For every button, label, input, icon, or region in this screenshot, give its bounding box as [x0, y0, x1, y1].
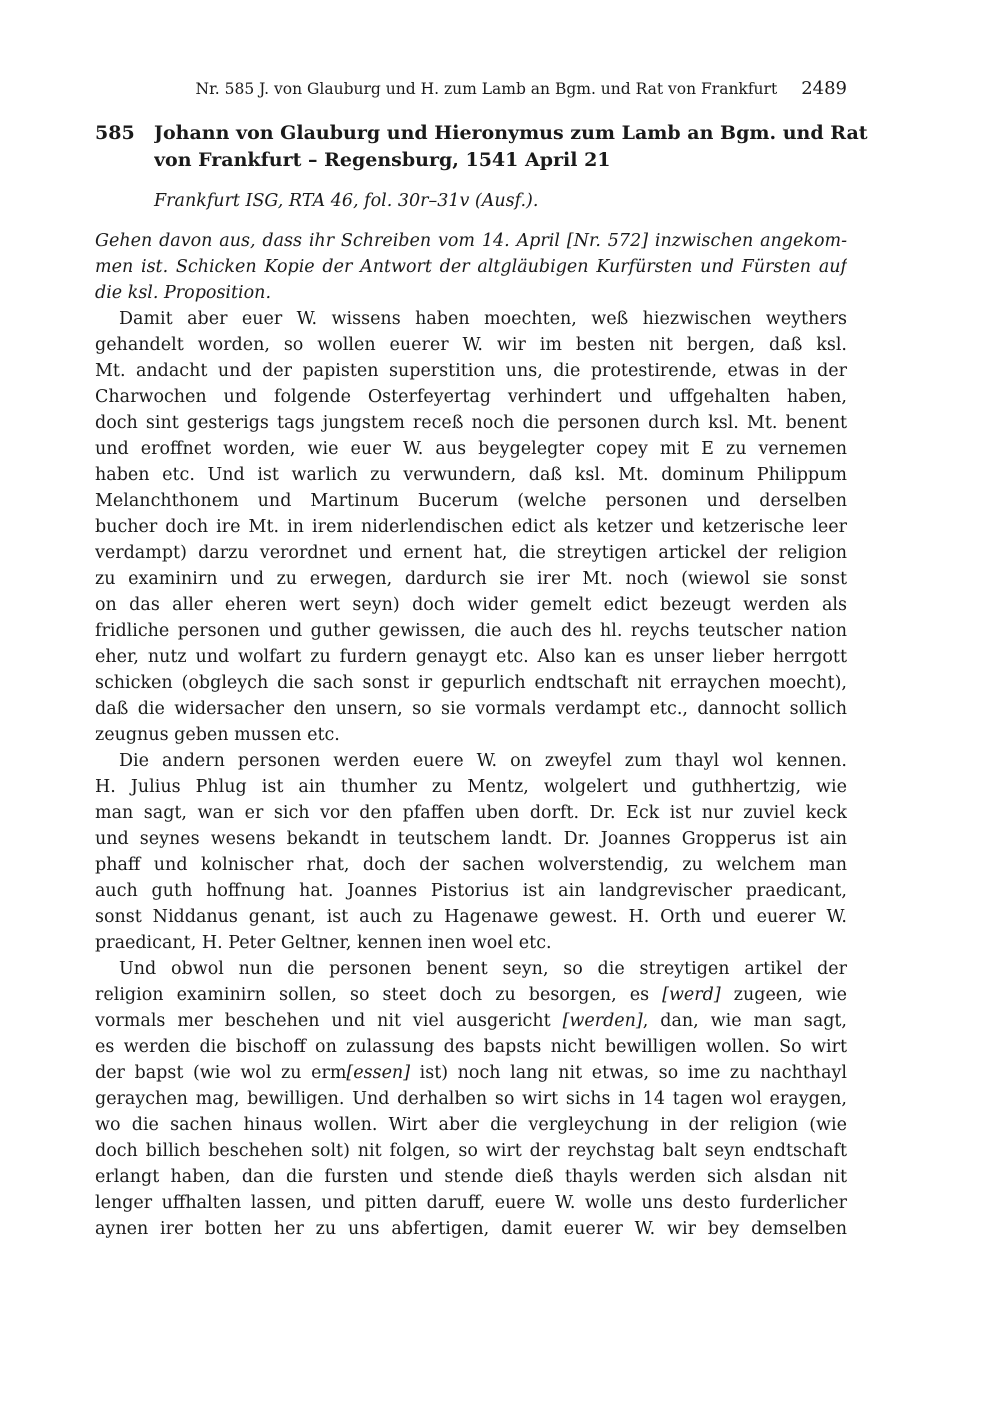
body-line — [95, 696, 847, 722]
text-segment: auch guth hoffnung hat. Joannes Pistorius ist ain landgrevischer praedicant, — [95, 881, 847, 901]
body-line — [95, 774, 847, 800]
letter-body — [95, 306, 847, 1242]
text-segment: daß die widersacher den unsern, so sie vormals verdampt etc., dannocht sollich — [95, 699, 847, 719]
text-segment: aynen irer botten her zu uns abfertigen, damit euerer W. wir bey demselben — [95, 1219, 847, 1239]
body-line — [95, 1086, 847, 1112]
text-segment: Die andern personen werden euere W. on zweyfel zum thayl wol kennen. — [119, 751, 847, 771]
document-title — [154, 120, 868, 174]
body-line — [95, 852, 847, 878]
text-segment: , dan, wie man sagt, — [642, 1011, 847, 1031]
text-segment: Damit aber euer W. wissens haben moechten, weß hiezwischen weythers — [119, 309, 847, 329]
body-line — [95, 514, 847, 540]
body-line — [95, 358, 847, 384]
body-line — [95, 878, 847, 904]
page — [95, 78, 868, 1242]
paragraph — [95, 748, 847, 956]
body-line — [95, 722, 847, 748]
body-line — [95, 462, 847, 488]
text-segment: verdampt) darzu verordnet und ernent hat, die streytigen artickel der religion — [95, 543, 847, 563]
body-line — [95, 1138, 847, 1164]
body-line — [95, 982, 847, 1008]
text-segment: und seynes wesens bekandt in teutschem landt. Dr. Joannes Gropperus ist ain — [95, 829, 847, 849]
text-segment: Und obwol nun die personen benent seyn, so die streytigen artikel der — [119, 959, 847, 979]
document-number: 585 — [95, 122, 135, 144]
body-line — [95, 1112, 847, 1138]
text-segment: religion examinirn sollen, so steet doch zu besorgen, es — [95, 985, 663, 1005]
document-heading — [95, 120, 868, 174]
body-line — [95, 1034, 847, 1060]
text-segment: fridliche personen und guther gewissen, die auch des hl. reychs teutscher nation — [95, 621, 847, 641]
body-line — [95, 904, 847, 930]
archival-source: Frankfurt ISG, RTA 46, fol. 30r–31v (Ausf.). — [154, 191, 539, 211]
document-title-line: von Frankfurt – Regensburg, 1541 April 21 — [154, 149, 611, 171]
text-segment: H. Julius Phlug ist ain thumher zu Mentz, wolgelert und guthhertzig, wie — [95, 777, 847, 797]
text-segment: doch billich beschehen solt) nit folgen, so wirt der reychstag balt seyn endtschaft — [95, 1141, 847, 1161]
body-line — [95, 826, 847, 852]
body-line — [95, 436, 847, 462]
text-segment: erlangt haben, dan die fursten und stende dieß thayls werden sich alsdan nit — [95, 1167, 847, 1187]
body-line — [95, 1060, 847, 1086]
body-line — [95, 956, 847, 982]
text-segment: haben etc. Und ist warlich zu verwundern, daß ksl. Mt. dominum Philippum — [95, 465, 847, 485]
text-segment: praedicant, H. Peter Geltner, kennen inen woel etc. — [95, 933, 552, 953]
paragraph — [95, 306, 847, 748]
body-line — [95, 410, 847, 436]
text-segment: geraychen mag, bewilligen. Und derhalben so wirt sichs in 14 tagen wol eraygen, — [95, 1089, 847, 1109]
body-line — [95, 1190, 847, 1216]
running-head-title: Nr. 585 J. von Glauburg und H. zum Lamb an Bgm. und Rat von Frankfurt — [195, 80, 778, 98]
document-title-line: Johann von Glauburg und Hieronymus zum Lamb an Bgm. und Rat — [154, 122, 868, 144]
body-line — [95, 306, 847, 332]
page-number: 2489 — [801, 78, 847, 99]
body-line — [95, 748, 847, 774]
regest-line: Gehen davon aus, dass ihr Schreiben vom 14. April [Nr. 572] inzwischen angekom- — [95, 231, 847, 251]
text-segment: wo die sachen hinaus wollen. Wirt aber die vergleychung in der religion (wie — [95, 1115, 847, 1135]
text-segment: bucher doch ire Mt. in irem niderlendischen edict als ketzer und ketzerische leer — [95, 517, 847, 537]
body-line — [95, 1216, 847, 1242]
text-segment: ist) noch lang nit etwas, so ime zu nachthayl — [410, 1063, 847, 1083]
body-line — [95, 332, 847, 358]
body-line — [95, 1008, 847, 1034]
body-line — [95, 1164, 847, 1190]
body-line — [95, 930, 847, 956]
body-line — [95, 670, 847, 696]
text-segment: und eroffnet worden, wie euer W. aus beygelegter copey mit E zu vernemen — [95, 439, 847, 459]
regest — [95, 228, 847, 306]
text-segment: eher, nutz und wolfart zu furdern genaygt etc. Also kan es unser lieber herrgott — [95, 647, 847, 667]
body-line — [95, 644, 847, 670]
text-segment: schicken (obgleych die sach sonst ir gepurlich endtschaft nit erraychen moecht), — [95, 673, 847, 693]
body-line — [95, 488, 847, 514]
text-segment: man sagt, wan er sich vor den pfaffen uben dorft. Dr. Eck ist nur zuviel keck — [95, 803, 847, 823]
text-segment: zugeen, wie — [720, 985, 847, 1005]
paragraph — [95, 956, 847, 1242]
body-line — [95, 800, 847, 826]
text-segment: zeugnus geben mussen etc. — [95, 725, 340, 745]
body-line — [95, 384, 847, 410]
text-segment: gehandelt worden, so wollen euerer W. wir im besten nit bergen, daß ksl. — [95, 335, 847, 355]
body-line — [95, 618, 847, 644]
regest-line: men ist. Schicken Kopie der Antwort der altgläubigen Kurfürsten und Fürsten auf — [95, 257, 847, 277]
regest-line: die ksl. Proposition. — [95, 283, 272, 303]
text-segment: zu examinirn und zu erwegen, dardurch sie irer Mt. noch (wiewol sie sonst — [95, 569, 847, 589]
body-line — [95, 592, 847, 618]
text-segment: doch sint gesterigs tags jungstem receß noch die personen durch ksl. Mt. benent — [95, 413, 847, 433]
editorial-insertion: [werd] — [662, 985, 721, 1005]
body-line — [95, 566, 847, 592]
text-segment: on das aller eheren wert seyn) doch wider gemelt edict bezeugt werden als — [95, 595, 847, 615]
text-segment: sonst Niddanus genant, ist auch zu Hagenawe gewest. H. Orth und euerer W. — [95, 907, 847, 927]
text-segment: vormals mer beschehen und nit viel ausgericht — [95, 1011, 563, 1031]
text-segment: der bapst (wie wol zu erm — [95, 1063, 347, 1083]
text-segment: Charwochen und folgende Osterfeyertag verhindert und uffgehalten haben, — [95, 387, 847, 407]
running-head — [95, 78, 847, 104]
body-line — [95, 540, 847, 566]
text-segment: Melanchthonem und Martinum Bucerum (welche personen und derselben — [95, 491, 847, 511]
editorial-insertion: [werden] — [562, 1011, 643, 1031]
text-segment: Mt. andacht und der papisten superstition uns, die protestirende, etwas in der — [95, 361, 847, 381]
text-segment: phaff und kolnischer rhat, doch der sachen wolverstendig, zu welchem man — [95, 855, 847, 875]
text-segment: es werden die bischoff on zulassung des bapsts nicht bewilligen wollen. So wirt — [95, 1037, 847, 1057]
text-segment: lenger uffhalten lassen, und pitten daruff, euere W. wolle uns desto furderlicher — [95, 1193, 847, 1213]
editorial-insertion: [essen] — [346, 1063, 411, 1083]
